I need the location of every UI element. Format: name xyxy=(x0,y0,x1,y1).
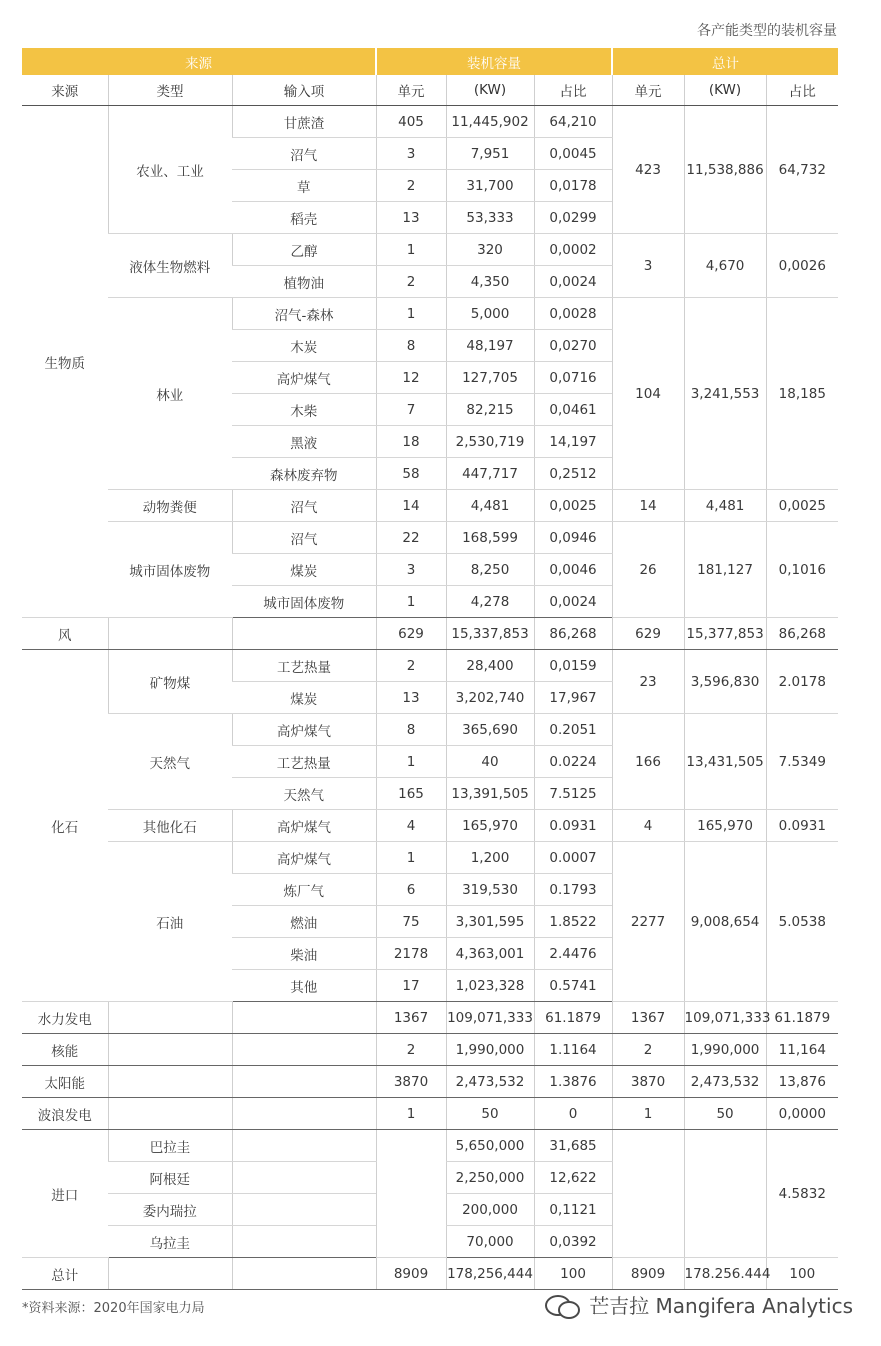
table-cell: 447,717 xyxy=(446,458,534,490)
table-cell: 0,0046 xyxy=(534,554,612,586)
total-cell: 0.0931 xyxy=(766,810,838,842)
table-cell: 0,0024 xyxy=(534,586,612,618)
table-cell: 0 xyxy=(534,1098,612,1130)
type-cell: 乌拉圭 xyxy=(108,1226,232,1258)
type-cell: 委内瑞拉 xyxy=(108,1194,232,1226)
table-cell: 12 xyxy=(376,362,446,394)
type-cell: 其他化石 xyxy=(108,810,232,842)
table-cell: 2 xyxy=(376,1034,446,1066)
table-row xyxy=(22,1130,838,1162)
header-group-capacity: 装机容量 xyxy=(376,48,612,75)
table-cell: 2,530,719 xyxy=(446,426,534,458)
table-cell: 40 xyxy=(446,746,534,778)
col-header: (KW) xyxy=(684,75,766,106)
table-cell: 2 xyxy=(376,170,446,202)
chat-bubbles-icon xyxy=(545,1293,579,1317)
table-cell: 1367 xyxy=(612,1002,684,1034)
table-row xyxy=(22,714,838,746)
total-cell: 166 xyxy=(612,714,684,810)
table-cell xyxy=(232,618,376,650)
table-cell: 0,0028 xyxy=(534,298,612,330)
table-cell: 1,023,328 xyxy=(446,970,534,1002)
table-row xyxy=(22,650,838,682)
table-cell: 城市固体废物 xyxy=(232,586,376,618)
watermark-text: 芒吉拉 Mangifera Analytics xyxy=(589,1294,853,1318)
table-cell: 22 xyxy=(376,522,446,554)
table-row xyxy=(22,1034,838,1066)
capacity-table xyxy=(22,48,838,1290)
table-cell: 其他 xyxy=(232,970,376,1002)
table-cell xyxy=(232,1130,376,1162)
total-cell: 423 xyxy=(612,106,684,234)
footer-source: *资料来源：2020年国家电力局 xyxy=(22,1301,205,1316)
table-cell: 2.4476 xyxy=(534,938,612,970)
source-cell: 水力发电 xyxy=(22,1002,108,1034)
table-cell: 7,951 xyxy=(446,138,534,170)
table-cell xyxy=(232,1002,376,1034)
table-cell: 109,071,333 xyxy=(684,1002,766,1034)
table-cell: 0.2051 xyxy=(534,714,612,746)
table-cell: 5,000 xyxy=(446,298,534,330)
table-cell: 0,0000 xyxy=(766,1098,838,1130)
table-cell: 1 xyxy=(376,234,446,266)
table-cell: 28,400 xyxy=(446,650,534,682)
total-cell: 7.5349 xyxy=(766,714,838,810)
table-cell: 86,268 xyxy=(534,618,612,650)
table-cell: 0,0716 xyxy=(534,362,612,394)
table-cell: 8909 xyxy=(376,1258,446,1290)
table-cell: 1,990,000 xyxy=(684,1034,766,1066)
type-cell: 阿根廷 xyxy=(108,1162,232,1194)
total-cell: 181,127 xyxy=(684,522,766,618)
table-cell: 沼气 xyxy=(232,490,376,522)
col-header: 单元 xyxy=(376,75,446,106)
source-cell: 波浪发电 xyxy=(22,1098,108,1130)
table-cell xyxy=(108,1066,232,1098)
table-cell: 178,256,444 xyxy=(446,1258,534,1290)
table-cell: 168,599 xyxy=(446,522,534,554)
table-cell: 178.256.444 xyxy=(684,1258,766,1290)
table-cell: 4 xyxy=(376,810,446,842)
table-cell: 2 xyxy=(376,650,446,682)
table-cell: 11,164 xyxy=(766,1034,838,1066)
table-cell: 甘蔗渣 xyxy=(232,106,376,138)
table-cell: 0,0299 xyxy=(534,202,612,234)
table-cell: 17,967 xyxy=(534,682,612,714)
table-row xyxy=(22,810,838,842)
table-cell xyxy=(376,1130,446,1258)
table-cell: 高炉煤气 xyxy=(232,810,376,842)
table-cell: 14 xyxy=(376,490,446,522)
table-cell: 14,197 xyxy=(534,426,612,458)
table-cell: 0,0024 xyxy=(534,266,612,298)
table-cell: 200,000 xyxy=(446,1194,534,1226)
table-row xyxy=(22,522,838,554)
table-cell: 127,705 xyxy=(446,362,534,394)
column-header-row xyxy=(22,75,838,106)
table-cell: 沼气-森林 xyxy=(232,298,376,330)
header-group-source: 来源 xyxy=(22,48,376,75)
table-cell: 0,0045 xyxy=(534,138,612,170)
table-cell xyxy=(684,1130,766,1258)
type-cell: 天然气 xyxy=(108,714,232,810)
table-cell: 天然气 xyxy=(232,778,376,810)
table-cell: 4,350 xyxy=(446,266,534,298)
table-cell: 50 xyxy=(446,1098,534,1130)
type-cell: 农业、工业 xyxy=(108,106,232,234)
total-cell: 4.5832 xyxy=(766,1130,838,1258)
header-group-total: 总计 xyxy=(612,48,838,75)
table-cell: 1 xyxy=(376,298,446,330)
table-cell: 炼厂气 xyxy=(232,874,376,906)
table-cell: 2,250,000 xyxy=(446,1162,534,1194)
total-cell: 23 xyxy=(612,650,684,714)
table-cell: 17 xyxy=(376,970,446,1002)
table-cell: 1.3876 xyxy=(534,1066,612,1098)
table-cell: 柴油 xyxy=(232,938,376,970)
table-cell: 15,337,853 xyxy=(446,618,534,650)
table-cell: 31,700 xyxy=(446,170,534,202)
table-cell: 6 xyxy=(376,874,446,906)
table-cell: 2,473,532 xyxy=(684,1066,766,1098)
table-row xyxy=(22,234,838,266)
col-header: 类型 xyxy=(108,75,232,106)
capacity-table-wrap xyxy=(22,48,838,1290)
table-cell: 12,622 xyxy=(534,1162,612,1194)
table-cell: 1 xyxy=(612,1098,684,1130)
table-cell: 86,268 xyxy=(766,618,838,650)
table-cell: 0.1793 xyxy=(534,874,612,906)
table-cell: 0.5741 xyxy=(534,970,612,1002)
table-cell: 58 xyxy=(376,458,446,490)
col-header: 占比 xyxy=(534,75,612,106)
table-cell: 405 xyxy=(376,106,446,138)
table-cell: 82,215 xyxy=(446,394,534,426)
table-cell: 煤炭 xyxy=(232,554,376,586)
table-cell: 8 xyxy=(376,714,446,746)
total-cell: 4 xyxy=(612,810,684,842)
table-cell: 13 xyxy=(376,202,446,234)
table-cell: 森林废弃物 xyxy=(232,458,376,490)
table-cell xyxy=(232,1226,376,1258)
table-cell: 1.8522 xyxy=(534,906,612,938)
table-cell: 燃油 xyxy=(232,906,376,938)
total-cell: 26 xyxy=(612,522,684,618)
table-row xyxy=(22,1066,838,1098)
total-cell: 0,0026 xyxy=(766,234,838,298)
table-cell: 8909 xyxy=(612,1258,684,1290)
table-cell: 0.0007 xyxy=(534,842,612,874)
table-cell: 15,377,853 xyxy=(684,618,766,650)
table-cell: 629 xyxy=(376,618,446,650)
table-cell: 工艺热量 xyxy=(232,650,376,682)
table-cell: 高炉煤气 xyxy=(232,714,376,746)
watermark xyxy=(545,1290,853,1319)
table-row xyxy=(22,1098,838,1130)
table-cell: 植物油 xyxy=(232,266,376,298)
page-title: 各产能类型的装机容量 xyxy=(697,23,837,39)
table-cell: 48,197 xyxy=(446,330,534,362)
source-cell: 总计 xyxy=(22,1258,108,1290)
table-cell: 2 xyxy=(612,1034,684,1066)
table-cell: 黑液 xyxy=(232,426,376,458)
table-cell: 1 xyxy=(376,1098,446,1130)
total-cell: 3 xyxy=(612,234,684,298)
table-cell: 稻壳 xyxy=(232,202,376,234)
table-cell: 工艺热量 xyxy=(232,746,376,778)
col-header: 来源 xyxy=(22,75,108,106)
table-cell: 0.0931 xyxy=(534,810,612,842)
col-header: 占比 xyxy=(766,75,838,106)
table-cell: 高炉煤气 xyxy=(232,362,376,394)
table-cell xyxy=(232,1194,376,1226)
total-cell: 165,970 xyxy=(684,810,766,842)
col-header: (KW) xyxy=(446,75,534,106)
table-cell: 7.5125 xyxy=(534,778,612,810)
table-cell xyxy=(108,1002,232,1034)
table-cell: 乙醇 xyxy=(232,234,376,266)
total-cell: 0,1016 xyxy=(766,522,838,618)
total-cell: 2.0178 xyxy=(766,650,838,714)
table-row xyxy=(22,1002,838,1034)
total-cell: 14 xyxy=(612,490,684,522)
table-cell: 61.1879 xyxy=(766,1002,838,1034)
table-cell: 1 xyxy=(376,842,446,874)
table-cell: 31,685 xyxy=(534,1130,612,1162)
table-cell: 8 xyxy=(376,330,446,362)
table-cell: 70,000 xyxy=(446,1226,534,1258)
table-cell: 2,473,532 xyxy=(446,1066,534,1098)
table-cell: 木炭 xyxy=(232,330,376,362)
table-cell: 3 xyxy=(376,138,446,170)
table-row xyxy=(22,842,838,874)
table-cell: 4,278 xyxy=(446,586,534,618)
total-cell: 4,481 xyxy=(684,490,766,522)
total-cell: 5.0538 xyxy=(766,842,838,1002)
table-cell: 4,481 xyxy=(446,490,534,522)
table-cell: 0,0270 xyxy=(534,330,612,362)
type-cell: 巴拉圭 xyxy=(108,1130,232,1162)
table-cell xyxy=(108,1258,232,1290)
table-cell: 13,391,505 xyxy=(446,778,534,810)
table-cell: 1.1164 xyxy=(534,1034,612,1066)
table-cell: 61.1879 xyxy=(534,1002,612,1034)
table-cell: 165 xyxy=(376,778,446,810)
table-body xyxy=(22,106,838,1290)
table-cell: 木柴 xyxy=(232,394,376,426)
table-cell: 1,990,000 xyxy=(446,1034,534,1066)
table-cell: 3870 xyxy=(376,1066,446,1098)
col-header: 输入项 xyxy=(232,75,376,106)
table-cell: 1 xyxy=(376,746,446,778)
type-cell: 城市固体废物 xyxy=(108,522,232,618)
table-cell: 0,0178 xyxy=(534,170,612,202)
table-cell: 3,202,740 xyxy=(446,682,534,714)
table-row xyxy=(22,1258,838,1290)
table-cell: 320 xyxy=(446,234,534,266)
table-cell xyxy=(108,618,232,650)
total-cell: 9,008,654 xyxy=(684,842,766,1002)
total-cell: 11,538,886 xyxy=(684,106,766,234)
table-cell: 草 xyxy=(232,170,376,202)
table-cell: 3 xyxy=(376,554,446,586)
table-cell: 13 xyxy=(376,682,446,714)
table-cell: 0,0946 xyxy=(534,522,612,554)
table-cell: 100 xyxy=(766,1258,838,1290)
table-cell: 3,301,595 xyxy=(446,906,534,938)
total-cell: 64,732 xyxy=(766,106,838,234)
type-cell: 动物粪便 xyxy=(108,490,232,522)
table-cell: 1367 xyxy=(376,1002,446,1034)
source-cell: 风 xyxy=(22,618,108,650)
table-cell: 5,650,000 xyxy=(446,1130,534,1162)
table-cell: 629 xyxy=(612,618,684,650)
type-cell: 林业 xyxy=(108,298,232,490)
source-cell: 化石 xyxy=(22,650,108,1002)
table-cell: 50 xyxy=(684,1098,766,1130)
table-cell: 2 xyxy=(376,266,446,298)
table-cell: 13,876 xyxy=(766,1066,838,1098)
total-cell: 104 xyxy=(612,298,684,490)
table-cell: 0,2512 xyxy=(534,458,612,490)
table-cell xyxy=(612,1130,684,1258)
table-cell: 64,210 xyxy=(534,106,612,138)
source-cell: 生物质 xyxy=(22,106,108,618)
table-row xyxy=(22,106,838,138)
table-cell: 1 xyxy=(376,586,446,618)
type-cell: 液体生物燃料 xyxy=(108,234,232,298)
table-cell: 沼气 xyxy=(232,522,376,554)
table-cell: 75 xyxy=(376,906,446,938)
table-cell: 0,0461 xyxy=(534,394,612,426)
table-cell: 煤炭 xyxy=(232,682,376,714)
table-cell: 3870 xyxy=(612,1066,684,1098)
total-cell: 3,241,553 xyxy=(684,298,766,490)
table-cell xyxy=(232,1162,376,1194)
table-cell: 53,333 xyxy=(446,202,534,234)
table-cell xyxy=(108,1034,232,1066)
table-cell: 2178 xyxy=(376,938,446,970)
table-row xyxy=(22,618,838,650)
table-cell xyxy=(232,1098,376,1130)
type-cell: 矿物煤 xyxy=(108,650,232,714)
total-cell: 13,431,505 xyxy=(684,714,766,810)
table-cell: 18 xyxy=(376,426,446,458)
table-cell: 1,200 xyxy=(446,842,534,874)
table-cell: 109,071,333 xyxy=(446,1002,534,1034)
header-group-row xyxy=(22,48,838,75)
table-cell xyxy=(108,1098,232,1130)
col-header: 单元 xyxy=(612,75,684,106)
table-cell: 0,1121 xyxy=(534,1194,612,1226)
total-cell: 0,0025 xyxy=(766,490,838,522)
table-cell: 365,690 xyxy=(446,714,534,746)
table-cell: 11,445,902 xyxy=(446,106,534,138)
table-cell: 0.0224 xyxy=(534,746,612,778)
table-cell xyxy=(232,1066,376,1098)
source-cell: 进口 xyxy=(22,1130,108,1258)
table-cell: 4,363,001 xyxy=(446,938,534,970)
type-cell: 石油 xyxy=(108,842,232,1002)
table-cell: 0,0392 xyxy=(534,1226,612,1258)
table-cell: 0,0002 xyxy=(534,234,612,266)
table-cell: 7 xyxy=(376,394,446,426)
table-cell xyxy=(232,1258,376,1290)
table-cell: 0,0025 xyxy=(534,490,612,522)
table-cell: 沼气 xyxy=(232,138,376,170)
table-row xyxy=(22,490,838,522)
table-row xyxy=(22,298,838,330)
table-cell: 319,530 xyxy=(446,874,534,906)
table-cell: 0,0159 xyxy=(534,650,612,682)
source-cell: 太阳能 xyxy=(22,1066,108,1098)
total-cell: 4,670 xyxy=(684,234,766,298)
table-cell xyxy=(232,1034,376,1066)
table-cell: 8,250 xyxy=(446,554,534,586)
table-cell: 高炉煤气 xyxy=(232,842,376,874)
total-cell: 3,596,830 xyxy=(684,650,766,714)
table-cell: 165,970 xyxy=(446,810,534,842)
source-cell: 核能 xyxy=(22,1034,108,1066)
total-cell: 18,185 xyxy=(766,298,838,490)
total-cell: 2277 xyxy=(612,842,684,1002)
table-cell: 100 xyxy=(534,1258,612,1290)
